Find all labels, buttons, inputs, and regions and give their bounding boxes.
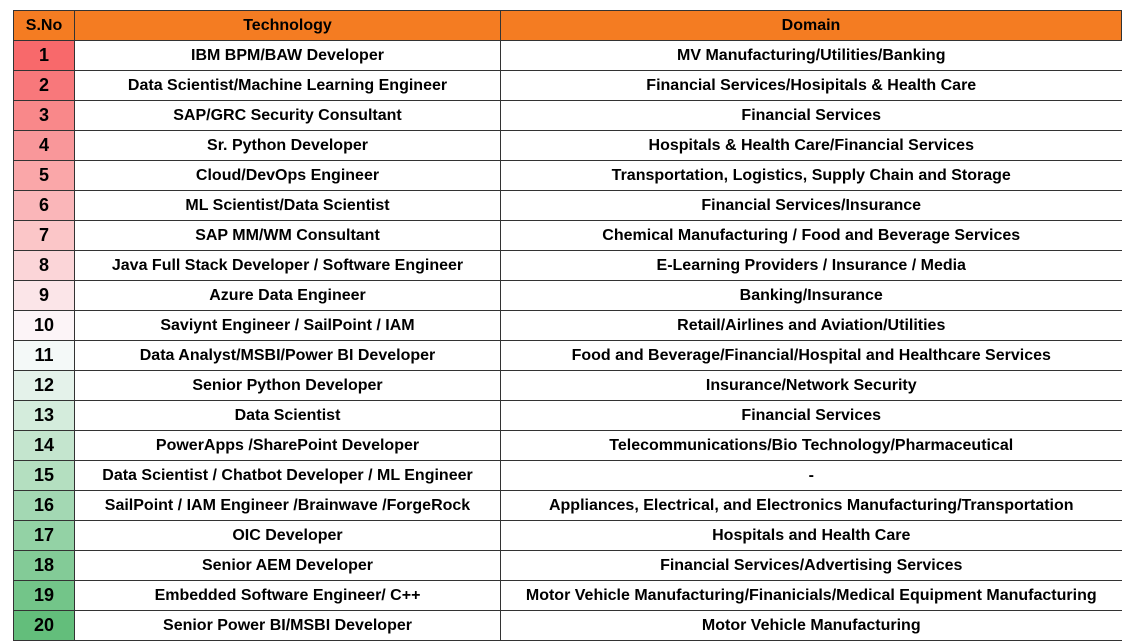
domain-cell: Telecommunications/Bio Technology/Pharmaceutical <box>501 431 1122 461</box>
technology-cell: ML Scientist/Data Scientist <box>75 191 501 221</box>
technology-cell: Sr. Python Developer <box>75 131 501 161</box>
domain-cell: MV Manufacturing/Utilities/Banking <box>501 41 1122 71</box>
domain-cell: E-Learning Providers / Insurance / Media <box>501 251 1122 281</box>
table-row <box>14 341 1122 371</box>
technology-cell: SAP MM/WM Consultant <box>75 221 501 251</box>
technology-cell: IBM BPM/BAW Developer <box>75 41 501 71</box>
technology-cell: OIC Developer <box>75 521 501 551</box>
sno-cell: 9 <box>14 281 75 311</box>
domain-cell: Motor Vehicle Manufacturing <box>501 611 1122 641</box>
technology-cell: Azure Data Engineer <box>75 281 501 311</box>
sno-cell: 11 <box>14 341 75 371</box>
sno-cell: 13 <box>14 401 75 431</box>
technology-cell: Java Full Stack Developer / Software Engineer <box>75 251 501 281</box>
domain-cell: Motor Vehicle Manufacturing/Finanicials/Medical Equipment Manufacturing <box>501 581 1122 611</box>
technology-cell: Senior Python Developer <box>75 371 501 401</box>
table-row <box>14 431 1122 461</box>
technology-cell: SAP/GRC Security Consultant <box>75 101 501 131</box>
table-row <box>14 551 1122 581</box>
table-row <box>14 401 1122 431</box>
technology-cell: Data Scientist <box>75 401 501 431</box>
technology-column-header: Technology <box>75 11 501 41</box>
table-row <box>14 251 1122 281</box>
technology-cell: Data Analyst/MSBI/Power BI Developer <box>75 341 501 371</box>
technology-cell: Data Scientist / Chatbot Developer / ML Engineer <box>75 461 501 491</box>
table-row <box>14 281 1122 311</box>
table-row <box>14 221 1122 251</box>
table-row <box>14 131 1122 161</box>
domain-cell: Banking/Insurance <box>501 281 1122 311</box>
domain-cell: Hospitals and Health Care <box>501 521 1122 551</box>
table-row <box>14 101 1122 131</box>
domain-cell: Financial Services/Advertising Services <box>501 551 1122 581</box>
table-row <box>14 611 1122 641</box>
sno-cell: 19 <box>14 581 75 611</box>
sno-cell: 17 <box>14 521 75 551</box>
domain-column-header: Domain <box>501 11 1122 41</box>
table-row <box>14 461 1122 491</box>
sno-cell: 16 <box>14 491 75 521</box>
sno-cell: 15 <box>14 461 75 491</box>
domain-cell: Chemical Manufacturing / Food and Beverage Services <box>501 221 1122 251</box>
table-row <box>14 71 1122 101</box>
domain-cell: Financial Services/Insurance <box>501 191 1122 221</box>
technology-cell: Embedded Software Engineer/ C++ <box>75 581 501 611</box>
table-row <box>14 311 1122 341</box>
domain-cell: Insurance/Network Security <box>501 371 1122 401</box>
technology-cell: PowerApps /SharePoint Developer <box>75 431 501 461</box>
technology-cell: Senior AEM Developer <box>75 551 501 581</box>
sno-cell: 10 <box>14 311 75 341</box>
domain-cell: Financial Services <box>501 101 1122 131</box>
table-row <box>14 191 1122 221</box>
sno-cell: 20 <box>14 611 75 641</box>
domain-cell: Hospitals & Health Care/Financial Services <box>501 131 1122 161</box>
sno-cell: 18 <box>14 551 75 581</box>
domain-cell: - <box>501 461 1122 491</box>
domain-cell: Food and Beverage/Financial/Hospital and Healthcare Services <box>501 341 1122 371</box>
sno-column-header: S.No <box>14 11 75 41</box>
technology-cell: Senior Power BI/MSBI Developer <box>75 611 501 641</box>
sno-cell: 6 <box>14 191 75 221</box>
table-row <box>14 41 1122 71</box>
job-openings-table <box>13 10 1122 641</box>
sno-cell: 2 <box>14 71 75 101</box>
sno-cell: 4 <box>14 131 75 161</box>
table-body <box>14 41 1122 641</box>
sno-cell: 12 <box>14 371 75 401</box>
technology-cell: Cloud/DevOps Engineer <box>75 161 501 191</box>
sno-cell: 1 <box>14 41 75 71</box>
domain-cell: Appliances, Electrical, and Electronics Manufacturing/Transportation <box>501 491 1122 521</box>
domain-cell: Financial Services <box>501 401 1122 431</box>
table-row <box>14 161 1122 191</box>
table-row <box>14 521 1122 551</box>
domain-cell: Retail/Airlines and Aviation/Utilities <box>501 311 1122 341</box>
table-row <box>14 491 1122 521</box>
technology-cell: SailPoint / IAM Engineer /Brainwave /ForgeRock <box>75 491 501 521</box>
table-row <box>14 371 1122 401</box>
table-row <box>14 581 1122 611</box>
domain-cell: Transportation, Logistics, Supply Chain and Storage <box>501 161 1122 191</box>
sno-cell: 8 <box>14 251 75 281</box>
domain-cell: Financial Services/Hosipitals & Health Care <box>501 71 1122 101</box>
header-row <box>14 11 1122 41</box>
sno-cell: 7 <box>14 221 75 251</box>
sno-cell: 14 <box>14 431 75 461</box>
sno-cell: 5 <box>14 161 75 191</box>
sno-cell: 3 <box>14 101 75 131</box>
technology-cell: Data Scientist/Machine Learning Engineer <box>75 71 501 101</box>
technology-cell: Saviynt Engineer / SailPoint / IAM <box>75 311 501 341</box>
